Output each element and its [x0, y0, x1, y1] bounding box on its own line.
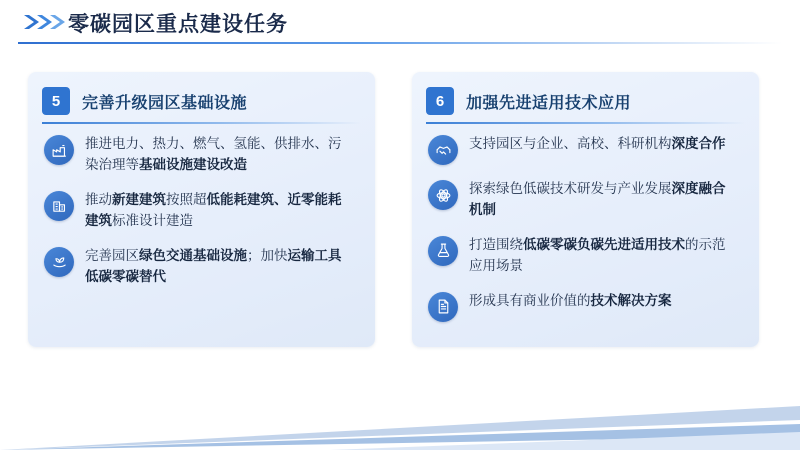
panel-header	[426, 86, 745, 116]
list-item	[428, 179, 747, 221]
panel-number-badge: 6	[426, 87, 454, 115]
factory-icon	[44, 135, 74, 165]
list-item-text: 探索绿色低碳技术研发与产业发展深度融合机制	[469, 181, 726, 217]
list-item	[428, 134, 747, 165]
leaf-hand-icon	[44, 247, 74, 277]
list-item	[428, 291, 747, 322]
list-item-text: 推进电力、热力、燃气、氢能、供排水、污染治理等基础设施建设改造	[85, 136, 342, 172]
double-chevron-right-icon	[22, 12, 66, 32]
panel-header	[42, 86, 361, 116]
decorative-footer	[0, 380, 800, 450]
list-item-text: 形成具有商业价值的技术解决方案	[469, 292, 672, 308]
slide-header	[0, 0, 800, 48]
panel-item-list	[44, 134, 363, 302]
list-item-text: 推动新建建筑按照超低能耗建筑、近零能耗建筑标准设计建造	[85, 191, 342, 228]
handshake-icon	[428, 135, 458, 165]
panel-divider	[42, 122, 361, 124]
panel-title: 加强先进适用技术应用	[466, 94, 632, 112]
panel-number-badge: 5	[42, 87, 70, 115]
panel-item-list	[428, 134, 747, 336]
list-item	[44, 246, 363, 288]
panel-divider	[426, 122, 745, 124]
building-icon	[44, 191, 74, 221]
lab-flask-icon	[428, 236, 458, 266]
list-item-text: 完善园区绿色交通基础设施；加快运输工具低碳零碳替代	[85, 247, 342, 284]
list-item	[44, 134, 363, 176]
list-item-text: 打造围绕低碳零碳负碳先进适用技术的示范应用场景	[469, 236, 726, 273]
list-item	[44, 190, 363, 232]
panel-title: 完善升级园区基础设施	[82, 94, 248, 112]
panel-infrastructure	[28, 72, 375, 347]
panel-technology	[412, 72, 759, 347]
list-item	[428, 235, 747, 277]
atom-icon	[428, 180, 458, 210]
document-icon	[428, 292, 458, 322]
page-title: 零碳园区重点建设任务	[68, 13, 288, 36]
list-item-text: 支持园区与企业、高校、科研机构深度合作	[469, 136, 726, 151]
header-divider	[18, 42, 782, 44]
